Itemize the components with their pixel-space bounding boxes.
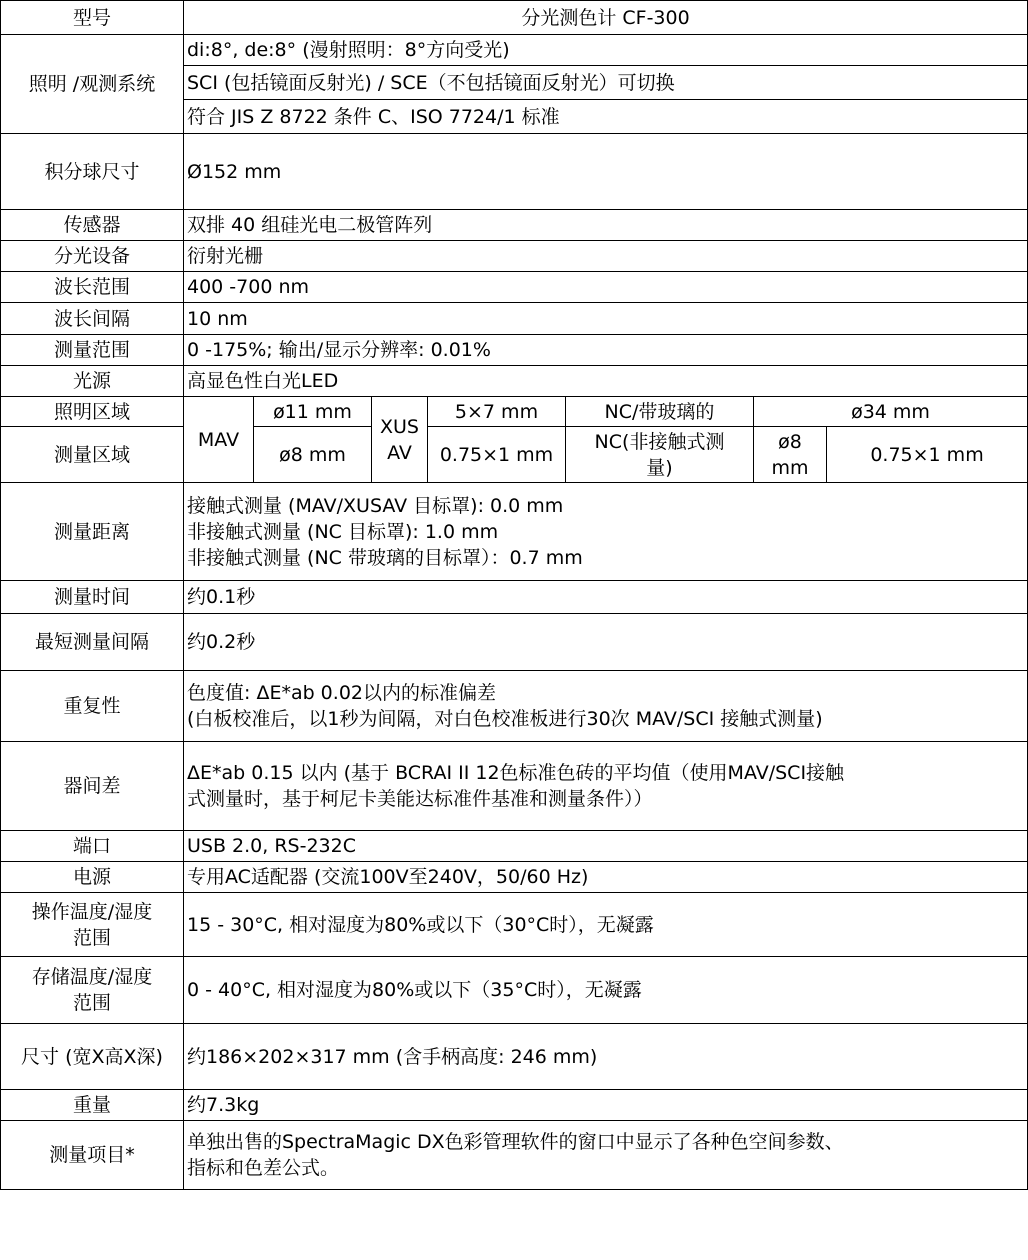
row-wave-range (1, 272, 1028, 303)
distance-line-1: 接触式测量 (MAV/XUSAV 目标罩): 0.0 mm (187, 494, 564, 517)
label-wave-pitch: 波长间隔 (1, 303, 184, 335)
label-sensor: 传感器 (1, 210, 184, 241)
area-nc-illum: NC/带玻璃的 (566, 397, 754, 427)
row-size (1, 1024, 1028, 1090)
label-interface: 端口 (1, 831, 184, 862)
label-meas-area: 测量区域 (1, 427, 184, 483)
value-power: 专用AC适配器 (交流100V至240V，50/60 Hz) (184, 862, 1028, 893)
value-spectral: 衍射光栅 (184, 241, 1028, 272)
value-distance (184, 483, 1028, 581)
area-nc-illum-value: ø34 mm (754, 397, 1028, 427)
value-interface: USB 2.0, RS-232C (184, 831, 1028, 862)
area-mav: MAV (184, 397, 254, 483)
row-meas-time (1, 581, 1028, 614)
area-xusav: XUS AV (372, 397, 428, 483)
row-interface (1, 831, 1028, 862)
repeatability-line-1: 色度值: ΔE*ab 0.02以内的标准偏差 (187, 682, 496, 704)
value-model: 分光测色计 CF-300 (184, 1, 1028, 35)
value-meas-time: 约0.1秒 (184, 581, 1028, 614)
label-min-interval: 最短测量间隔 (1, 614, 184, 671)
illumination-line-3: 符合 JIS Z 8722 条件 C、ISO 7724/1 标准 (184, 100, 1028, 134)
row-weight (1, 1090, 1028, 1121)
label-size: 尺寸 (宽X高X深) (1, 1024, 184, 1090)
label-meas-range: 测量范围 (1, 335, 184, 366)
row-wave-pitch (1, 303, 1028, 335)
value-operating: 15 - 30°C, 相对湿度为80%或以下（30°C时），无凝露 (184, 893, 1028, 957)
area-xusav-illum: 5×7 mm (428, 397, 566, 427)
row-illum-area (1, 397, 1028, 427)
label-sphere: 积分球尺寸 (1, 134, 184, 210)
value-size: 约186×202×317 mm (含手柄高度: 246 mm) (184, 1024, 1028, 1090)
label-storage: 存储温度/湿度 范围 (1, 957, 184, 1024)
value-light-source: 高显色性白光LED (184, 366, 1028, 397)
row-distance (1, 483, 1028, 581)
area-nc-meas-b: 0.75×1 mm (827, 427, 1028, 483)
distance-line-2: 非接触式测量 (NC 目标罩): 1.0 mm (187, 520, 499, 543)
agreement-line-1: ΔE*ab 0.15 以内 (基于 BCRAI II 12色标准色砖的平均值（使用MAV/SCI接触 (187, 762, 845, 784)
distance-line-3: 非接触式测量 (NC 带玻璃的目标罩）：0.7 mm (187, 546, 583, 569)
illumination-line-1: di:8°, de:8° (漫射照明：8°方向受光) (184, 35, 1028, 66)
row-operating (1, 893, 1028, 957)
items-line-2: 指标和色差公式。 (187, 1157, 340, 1179)
label-illum-area: 照明区域 (1, 397, 184, 427)
label-light-source: 光源 (1, 366, 184, 397)
label-model: 型号 (1, 1, 184, 35)
value-sphere: Ø152 mm (184, 134, 1028, 210)
row-light-source (1, 366, 1028, 397)
value-wave-range: 400 -700 nm (184, 272, 1028, 303)
row-meas-area (1, 427, 1028, 483)
value-items (184, 1121, 1028, 1190)
area-mav-meas: ø8 mm (254, 427, 372, 483)
value-wave-pitch: 10 nm (184, 303, 1028, 335)
label-power: 电源 (1, 862, 184, 893)
row-model (1, 1, 1028, 35)
label-distance: 测量距离 (1, 483, 184, 581)
row-repeatability (1, 671, 1028, 742)
row-meas-range (1, 335, 1028, 366)
value-agreement (184, 742, 1028, 831)
label-meas-time: 测量时间 (1, 581, 184, 614)
label-weight: 重量 (1, 1090, 184, 1121)
label-agreement: 器间差 (1, 742, 184, 831)
area-mav-illum: ø11 mm (254, 397, 372, 427)
row-agreement (1, 742, 1028, 831)
value-min-interval: 约0.2秒 (184, 614, 1028, 671)
row-items (1, 1121, 1028, 1190)
row-illumination (1, 35, 1028, 66)
label-items: 测量项目* (1, 1121, 184, 1190)
row-sensor (1, 210, 1028, 241)
value-meas-range: 0 -175%; 输出/显示分辨率: 0.01% (184, 335, 1028, 366)
value-weight: 约7.3kg (184, 1090, 1028, 1121)
repeatability-line-2: (白板校准后，以1秒为间隔，对白色校准板进行30次 MAV/SCI 接触式测量) (187, 708, 823, 730)
items-line-1: 单独出售的SpectraMagic DX色彩管理软件的窗口中显示了各种色空间参数、 (187, 1131, 844, 1153)
area-xusav-meas: 0.75×1 mm (428, 427, 566, 483)
label-repeatability: 重复性 (1, 671, 184, 742)
row-power (1, 862, 1028, 893)
label-operating: 操作温度/湿度 范围 (1, 893, 184, 957)
agreement-line-2: 式测量时，基于柯尼卡美能达标准件基准和测量条件）） (187, 788, 653, 810)
label-wave-range: 波长范围 (1, 272, 184, 303)
label-illumination: 照明 /观测系统 (1, 35, 184, 134)
row-min-interval (1, 614, 1028, 671)
illumination-line-2: SCI (包括镜面反射光) / SCE（不包括镜面反射光）可切换 (184, 66, 1028, 100)
area-nc-meas: NC(非接触式测 量) (566, 427, 754, 483)
value-repeatability (184, 671, 1028, 742)
area-nc-meas-a: ø8 mm (754, 427, 827, 483)
value-storage: 0 - 40°C, 相对湿度为80%或以下（35°C时），无凝露 (184, 957, 1028, 1024)
row-sphere (1, 134, 1028, 210)
label-spectral: 分光设备 (1, 241, 184, 272)
row-spectral (1, 241, 1028, 272)
value-sensor: 双排 40 组硅光电二极管阵列 (184, 210, 1028, 241)
row-storage (1, 957, 1028, 1024)
